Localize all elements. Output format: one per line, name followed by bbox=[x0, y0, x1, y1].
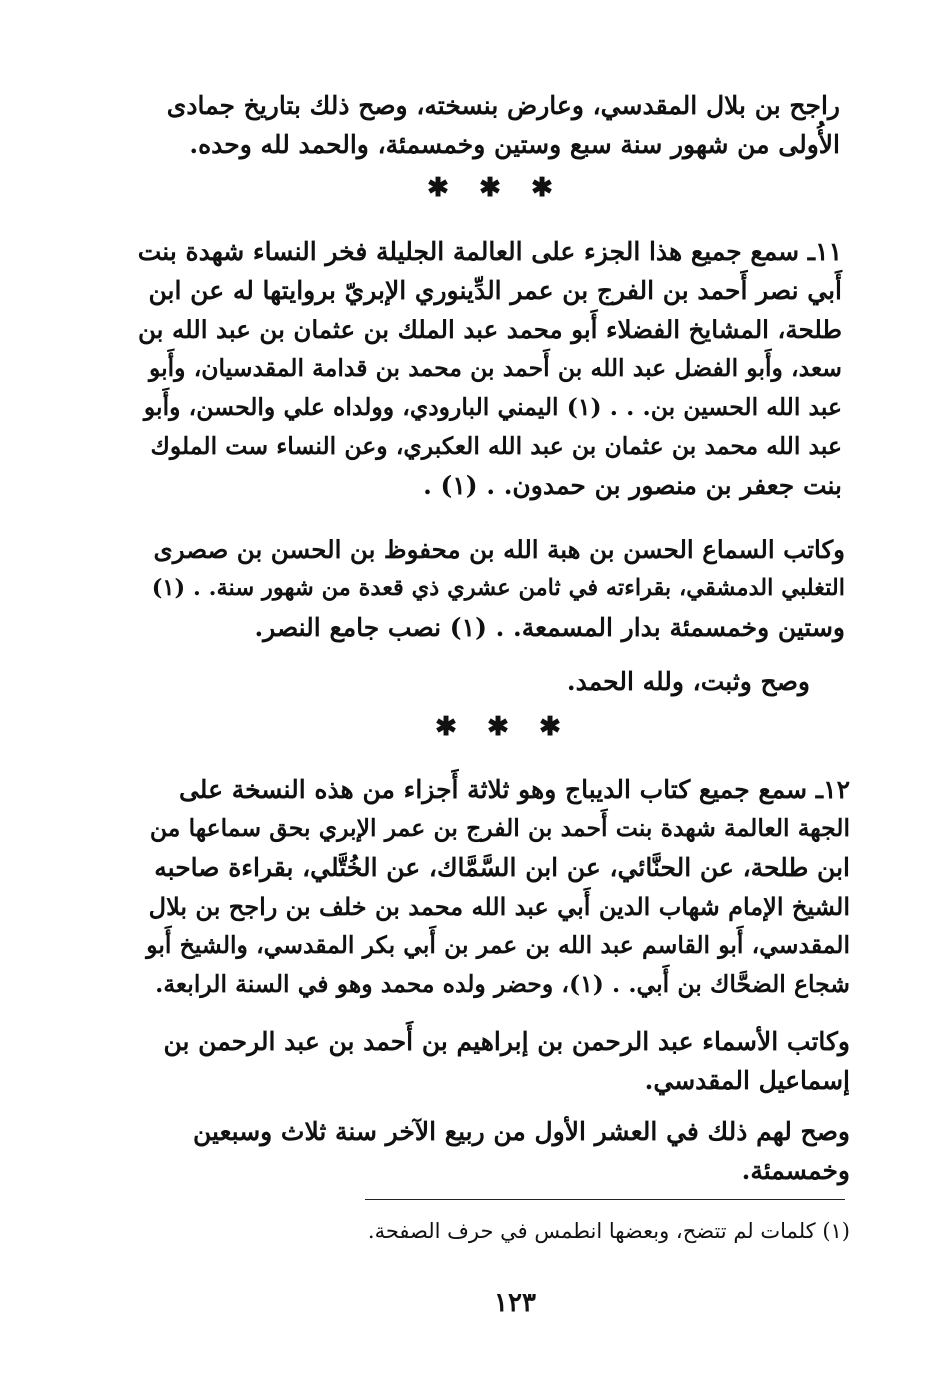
text-line: سعد، وأَبو الفضل عبد الله بن أَحمد بن محمد بن قدامة المقدسيان، وأَبو bbox=[148, 354, 842, 382]
text-line: بنت جعفر بن منصور بن حمدون. . (١) . bbox=[423, 471, 842, 500]
text-line: الشيخ الإمام شهاب الدين أَبي عبد الله محمد بن خلف بن راجح بن بلال bbox=[148, 892, 850, 921]
paragraph-date bbox=[150, 1112, 850, 1190]
text-line: راجح بن بلال المقدسي، وعارض بنسخته، وصح ذلك بتاريخ جمادى bbox=[166, 91, 840, 120]
star-glyph: ✱ bbox=[539, 712, 561, 742]
paragraph-entry-11 bbox=[137, 232, 842, 505]
page-number: ١٢٣ bbox=[494, 1288, 536, 1318]
text-line: ابن طلحة، عن الحنَّائي، عن ابن السَّمَّاك، عن الخُتَّلي، بقراءة صاحبه bbox=[154, 853, 850, 882]
footnote-divider bbox=[365, 1199, 845, 1200]
text-line: وصح وثبت، ولله الحمد. bbox=[566, 667, 810, 696]
text-line: الأُولى من شهور سنة سبع وستين وخمسمئة، والحمد لله وحده. bbox=[189, 130, 840, 159]
paragraph-names-scribe bbox=[150, 1022, 850, 1100]
paragraph-scribe bbox=[140, 530, 845, 647]
separator-stars bbox=[418, 712, 578, 742]
text-line: عبد الله الحسين بن. . . (١) اليمني البارودي، وولداه علي والحسن، وأَبو bbox=[143, 393, 842, 421]
paragraph-continuation bbox=[135, 86, 840, 164]
text-line: ١١ـ سمع جميع هذا الجزء على العالمة الجليلة فخر النساء شهدة بنت bbox=[137, 237, 842, 266]
star-glyph: ✱ bbox=[531, 173, 553, 203]
text-line: الجهة العالمة شهدة بنت أَحمد بن الفرج بن عمر الإبري بحق سماعها من bbox=[149, 814, 850, 842]
text-line: وصح لهم ذلك في العشر الأول من ربيع الآخر سنة ثلاث وسبعين bbox=[193, 1117, 850, 1146]
text-line: عبد الله محمد بن عثمان بن عبد الله العكبري، وعن النساء ست الملوك bbox=[150, 432, 842, 460]
paragraph-entry-12 bbox=[145, 770, 850, 1004]
text-line: وخمسمئة. bbox=[741, 1156, 850, 1185]
text-line: وكاتب الأسماء عبد الرحمن بن إبراهيم بن أَحمد بن عبد الرحمن بن bbox=[163, 1027, 850, 1056]
text-line: وكاتب السماع الحسن بن هبة الله بن محفوظ بن الحسن بن صصرى bbox=[153, 535, 845, 564]
star-glyph: ✱ bbox=[435, 712, 457, 742]
paragraph-verification bbox=[140, 662, 810, 701]
text-line: إسماعيل المقدسي. bbox=[644, 1066, 850, 1095]
text-line: التغلبي الدمشقي، بقراءته في ثامن عشري ذي قعدة من شهور سنة. . (١) bbox=[151, 575, 845, 601]
star-glyph: ✱ bbox=[487, 712, 509, 742]
text-line: المقدسي، أَبو القاسم عبد الله بن عمر بن أَبي بكر المقدسي، والشيخ أَبو bbox=[146, 931, 850, 959]
footnote: (١) كلمات لم تتضح، وبعضها انطمس في حرف الصفحة. bbox=[367, 1219, 850, 1243]
text-line: ١٢ـ سمع جميع كتاب الديباج وهو ثلاثة أَجزاء من هذه النسخة على bbox=[178, 775, 850, 804]
star-glyph: ✱ bbox=[479, 173, 501, 203]
text-line: وستين وخمسمئة بدار المسمعة. . (١) نصب جامع النصر. bbox=[254, 613, 845, 642]
text-line: شجاع الضحَّاك بن أَبي. . (١)، وحضر ولده محمد وهو في السنة الرابعة. bbox=[155, 970, 850, 998]
separator-stars bbox=[410, 173, 570, 203]
text-line: أَبي نصر أَحمد بن الفرج بن عمر الدِّينوري الإبريّ بروايتها له عن ابن bbox=[148, 276, 842, 305]
text-line: طلحة، المشايخ الفضلاء أَبو محمد عبد الملك بن عثمان بن عبد الله بن bbox=[137, 315, 842, 344]
star-glyph: ✱ bbox=[427, 173, 449, 203]
